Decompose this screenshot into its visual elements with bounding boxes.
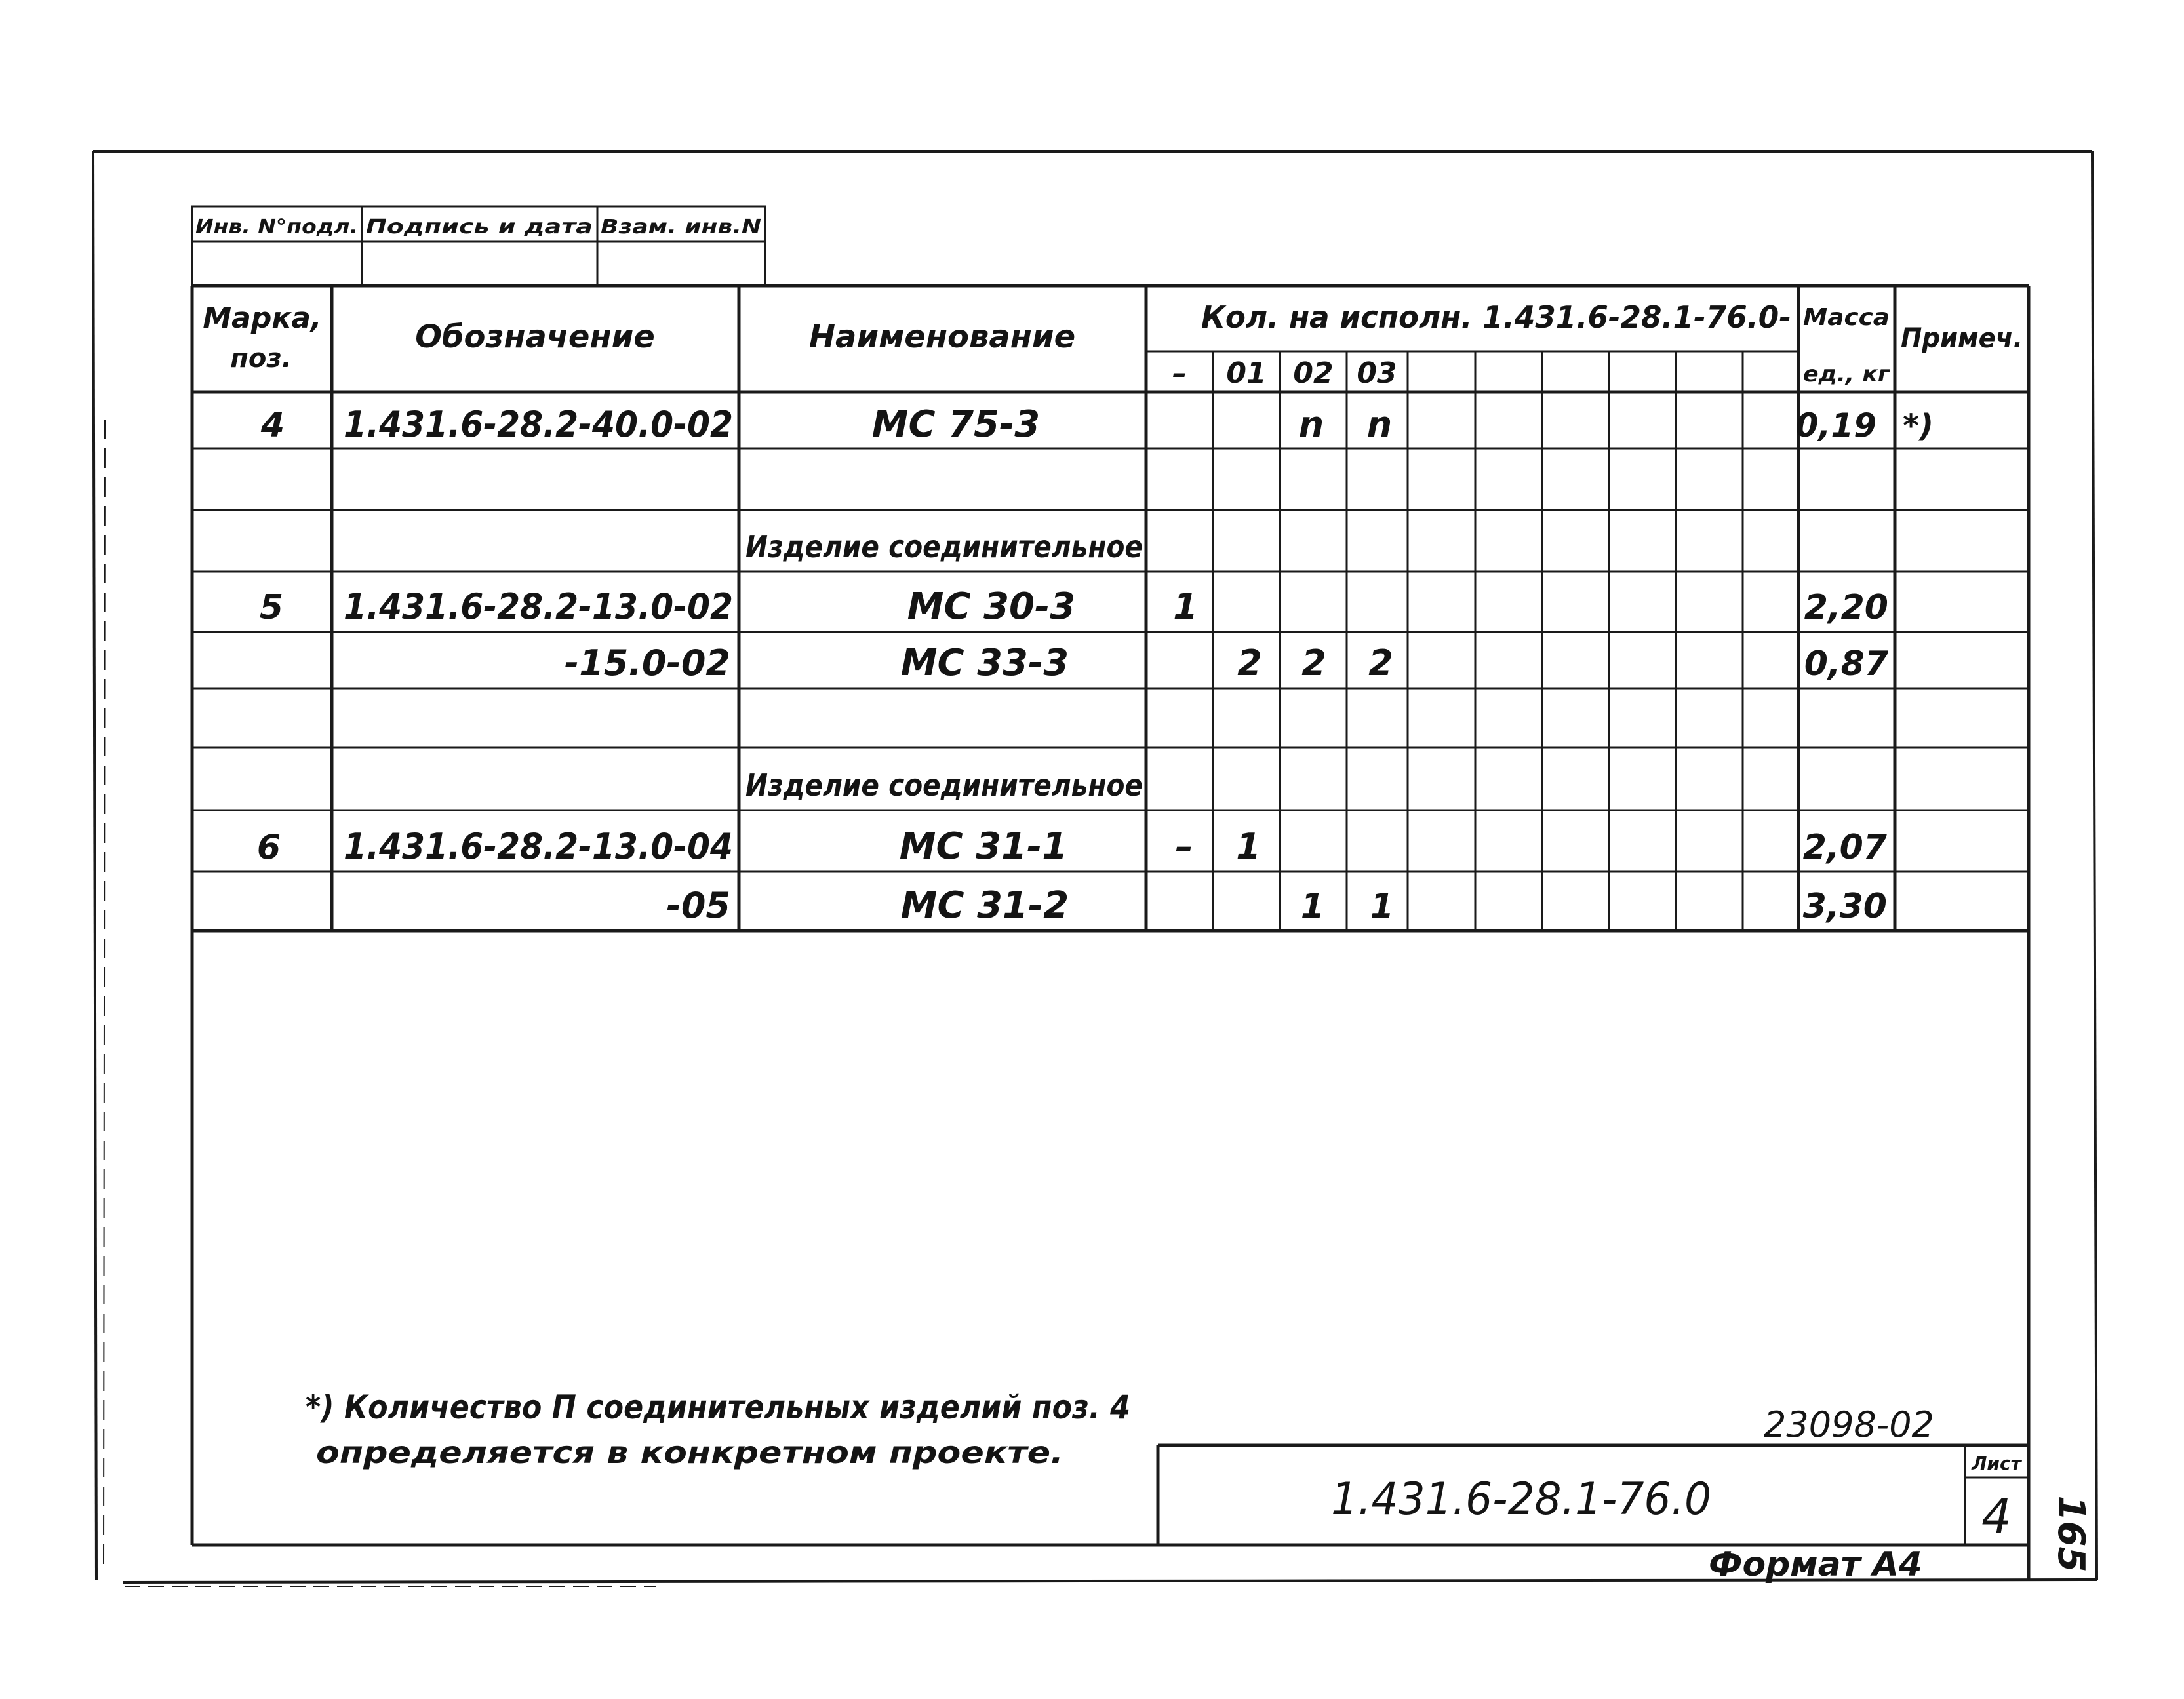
row-qty-03: 1 bbox=[1370, 887, 1395, 926]
footnote-line-2: определяется в конкретном проекте. bbox=[316, 1435, 1063, 1470]
row-qty-03: 2 bbox=[1368, 642, 1393, 684]
table-row bbox=[260, 403, 1934, 446]
header-pos: поз. bbox=[230, 343, 292, 374]
row-qty-02: 1 bbox=[1300, 887, 1325, 926]
sheet-label: Лист bbox=[1972, 1453, 2021, 1474]
row-name: МС 30-3 bbox=[907, 585, 1076, 628]
row-qty-03: n bbox=[1366, 404, 1393, 445]
footnote bbox=[306, 1388, 1130, 1470]
row-name: Изделие соединительное bbox=[745, 768, 1143, 803]
format-label: Формат А4 bbox=[1709, 1545, 1922, 1584]
table-row bbox=[260, 585, 1888, 628]
header-variant-01: 01 bbox=[1226, 357, 1267, 390]
sheet-number: 4 bbox=[1981, 1489, 2012, 1544]
row-qty-02: 2 bbox=[1301, 642, 1326, 684]
page-number: 165 bbox=[2050, 1495, 2092, 1572]
row-qty-base: 1 bbox=[1173, 586, 1198, 627]
row-designation: -15.0-02 bbox=[564, 642, 730, 684]
row-mark: 5 bbox=[259, 588, 284, 627]
stamp-header-inv: Инв. N°подл. bbox=[195, 216, 358, 239]
header-note: Примеч. bbox=[1901, 322, 2023, 354]
row-designation: 1.431.6-28.2-40.0-02 bbox=[344, 404, 733, 445]
table-row bbox=[257, 825, 1888, 868]
stamp-block bbox=[192, 206, 765, 286]
row-mass: 2,07 bbox=[1802, 828, 1887, 867]
row-designation: -05 bbox=[666, 885, 730, 926]
footnote-line-1: *) Количество П соединительных изделий поз. 4 bbox=[306, 1388, 1130, 1426]
header-name: Наименование bbox=[808, 319, 1076, 355]
row-qty-base: – bbox=[1175, 826, 1193, 867]
row-name: МС 75-3 bbox=[871, 403, 1041, 446]
header-variant-base: – bbox=[1172, 357, 1187, 390]
row-mass: 3,30 bbox=[1802, 887, 1887, 926]
row-qty-01: 2 bbox=[1237, 642, 1262, 684]
row-name: МС 33-3 bbox=[900, 642, 1069, 684]
document-code: 23098-02 bbox=[1764, 1404, 1934, 1445]
title-designation: 1.431.6-28.1-76.0 bbox=[1331, 1474, 1711, 1525]
header-designation: Обозначение bbox=[415, 319, 655, 355]
row-mass: 0,87 bbox=[1804, 644, 1888, 684]
table-row bbox=[666, 884, 1887, 927]
table-row bbox=[745, 529, 1143, 564]
row-qty-02: n bbox=[1298, 404, 1324, 445]
header-mass: Масса bbox=[1803, 304, 1890, 331]
row-qty-01: 1 bbox=[1236, 826, 1261, 867]
row-name: МС 31-1 bbox=[899, 825, 1068, 868]
header-mark: Марка, bbox=[203, 302, 322, 335]
row-name: МС 31-2 bbox=[900, 884, 1069, 927]
row-note: *) bbox=[1903, 408, 1934, 444]
header-variant-02: 02 bbox=[1293, 357, 1334, 390]
table-row bbox=[745, 768, 1143, 803]
row-designation: 1.431.6-28.2-13.0-04 bbox=[344, 826, 733, 867]
row-mark: 6 bbox=[256, 828, 281, 867]
row-mass: 0,19 bbox=[1795, 406, 1876, 444]
inner-frame bbox=[192, 286, 2029, 1580]
header-mass-unit: ед., кг bbox=[1803, 361, 1891, 387]
row-mass: 2,20 bbox=[1804, 588, 1888, 627]
table-header bbox=[203, 300, 2023, 390]
table-row bbox=[565, 642, 1889, 684]
row-mark: 4 bbox=[260, 406, 285, 445]
stamp-header-signature: Подпись и дата bbox=[366, 216, 593, 239]
stamp-header-replace: Взам. инв.N bbox=[601, 216, 761, 239]
row-designation: 1.431.6-28.2-13.0-02 bbox=[344, 586, 733, 627]
header-qty-group: Кол. на исполн. 1.431.6-28.1-76.0- bbox=[1201, 300, 1791, 335]
row-name: Изделие соединительное bbox=[745, 529, 1143, 564]
title-block bbox=[1158, 1404, 2029, 1545]
header-variant-03: 03 bbox=[1357, 357, 1397, 390]
